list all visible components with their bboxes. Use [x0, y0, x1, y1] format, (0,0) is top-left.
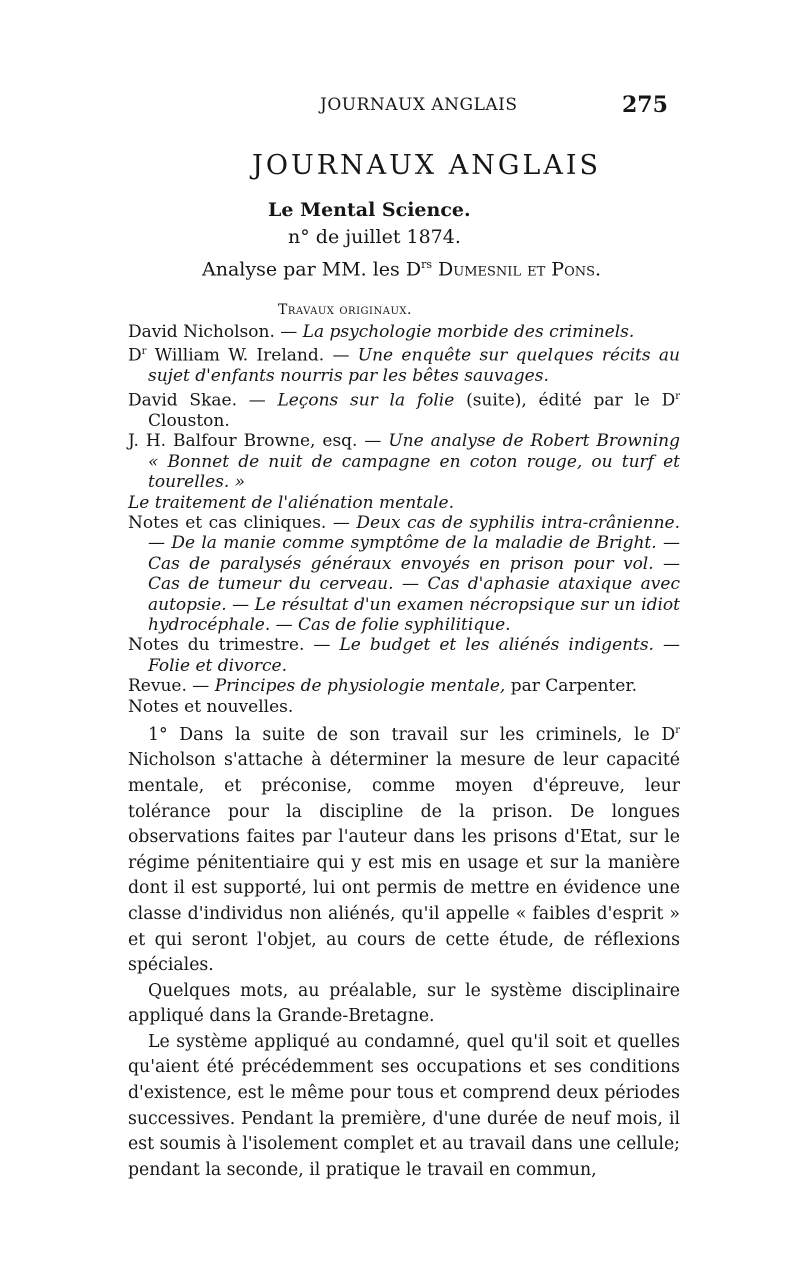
toc-title: Leçons sur la folie: [277, 390, 455, 411]
paragraph: [128, 718, 680, 979]
journal-name: Le Mental Science.: [268, 199, 471, 221]
paragraph-sup: r: [675, 725, 680, 736]
toc-title: Le budget et les aliénés indigents. — Folie et divorce.: [148, 635, 681, 676]
toc-title: La psychologie morbide des criminels.: [302, 322, 635, 342]
toc-note: (suite), édité par le D: [466, 390, 676, 411]
toc-entry: [128, 513, 680, 635]
toc-author: David Nicholson. —: [128, 322, 298, 342]
toc-author: David Skae. —: [128, 390, 266, 411]
paragraph-start: 1° Dans la suite de son travail sur les criminels, le D: [148, 724, 676, 745]
toc-entry: [128, 697, 680, 717]
toc-author-prefix: D: [128, 346, 142, 367]
toc-title: Principes de physiologie mentale,: [214, 676, 506, 697]
toc-title: Le traitement de l'aliénation mentale.: [128, 492, 455, 513]
toc-author: J. H. Balfour Browne, esq. —: [128, 431, 382, 452]
toc-label: Notes et nouvelles.: [128, 696, 294, 717]
toc-entry: [128, 676, 680, 696]
toc-label: Notes et cas cliniques. —: [128, 512, 350, 533]
issue-line: n° de juillet 1874.: [288, 226, 461, 248]
analysis-sup: rs: [421, 258, 432, 271]
page-number: 275: [622, 92, 668, 118]
body-text: [128, 718, 680, 1183]
paragraph-rest: Nicholson s'attache à déterminer la mesure de leur capacité mentale, et préconise, comme moyen d'épreuve, leur tolérance pour la discipline de la prison. De longues observations faites par l'auteur dans les prisons d'Etat, sur le régime pénitentiaire qui y est mis en usage et sur la manière dont il est supporté, lui ont permis de mettre en évidence une classe d'individus non aliénés, qu'il appelle « faibles d'esprit » et qui seront l'objet, au cours de cette étude, de réflexions spéciales.: [128, 750, 680, 976]
toc-author-sup: r: [141, 346, 147, 358]
toc-entry: [128, 493, 680, 513]
toc-entry: [128, 635, 680, 676]
toc-entry: [128, 342, 680, 386]
table-of-contents: [128, 322, 680, 717]
toc-entry: [128, 322, 680, 342]
analysis-credit: [202, 258, 601, 280]
section-heading: Travaux originaux.: [278, 302, 412, 318]
analysis-prefix: Analyse par MM. les D: [202, 258, 422, 281]
toc-author: William W. Ireland. —: [146, 346, 350, 367]
toc-entry: [128, 387, 680, 431]
analysis-names: Dumesnil et Pons.: [438, 258, 602, 281]
toc-title: Une enquête sur quelques récits au sujet d'enfants nourris par les bêtes sauvages.: [148, 346, 680, 387]
article-title: JOURNAUX ANGLAIS: [252, 150, 602, 181]
toc-label: Revue. —: [128, 676, 210, 697]
toc-title: Une analyse de Robert Browning « Bonnet de nuit de campagne en coton rouge, ou turf et tourelles. »: [148, 431, 681, 493]
running-head: JOURNAUX ANGLAIS: [320, 95, 518, 115]
toc-title: Deux cas de syphilis intra-crânienne. — De la manie comme symptôme de la maladie de Bright. — Cas de paralysés généraux envoyés en prison pour vol. — Cas de tumeur du cerveau. — Cas d'aphasie ataxique avec autopsie. — Le résultat d'un examen nécropsique sur un idiot hydrocéphale. — Cas de folie syphilitique.: [148, 512, 680, 635]
toc-note: par Carpenter.: [510, 676, 637, 697]
paragraph: Le système appliqué au condamné, quel qu'il soit et quelles qu'aient été précédemment ses occupations et ses conditions d'existence, est le même pour tous et comprend deux périodes successives. Pendant la première, d'une durée de neuf mois, il est soumis à l'isolement complet et au travail dans une cellule; pendant la seconde, il pratique le travail en commun,: [128, 1031, 680, 1180]
toc-entry: [128, 431, 680, 492]
toc-note-sup: r: [675, 390, 681, 402]
toc-note-name: Clouston.: [148, 410, 230, 431]
paragraph: Quelques mots, au préalable, sur le système disciplinaire appliqué dans la Grande-Bretagne.: [128, 980, 680, 1027]
toc-label: Notes du trimestre. —: [128, 635, 331, 656]
